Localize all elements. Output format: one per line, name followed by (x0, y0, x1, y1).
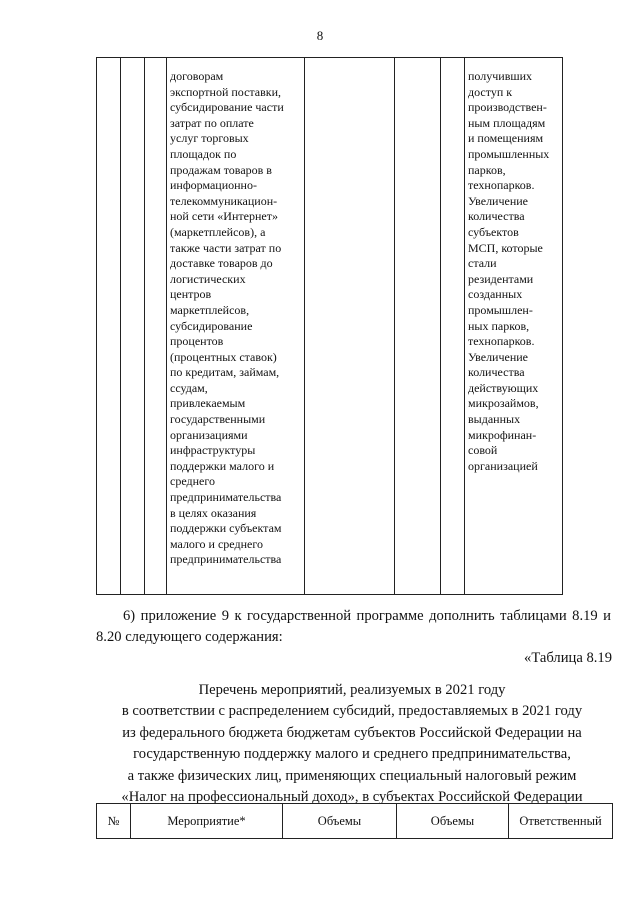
result-text: получивших доступ к производствен- ным площадям и помещениям промышленных парков, технопарков. Увеличение количества субъектов МСП, которые стали резидентами созданных промышлен- ных парков, технопарков. Увеличение количества действующих микрозаймов, выданных микрофинан- совой организацией (468, 69, 550, 473)
table-cell (121, 58, 145, 595)
heading-line: а также физических лиц, применяющих специальный налоговый режим (127, 767, 577, 784)
header-cell-measure: Мероприятие* (131, 804, 283, 839)
table-cell (145, 58, 167, 595)
header-cell-volumes: Объемы (283, 804, 397, 839)
heading-line: из федерального бюджета бюджетам субъектов Российской Федерации на (122, 724, 582, 741)
table-cell (305, 58, 395, 595)
table-cell (167, 58, 305, 595)
header-cell-responsible: Ответственный (509, 804, 613, 839)
table-cell (465, 58, 563, 595)
table-cell (395, 58, 441, 595)
table-row (97, 58, 563, 595)
table-row (97, 804, 613, 839)
new-table-header (96, 803, 613, 839)
page-number: 8 (316, 28, 324, 43)
table-cell (97, 58, 121, 595)
header-cell-number: № (97, 804, 131, 839)
heading-line: Перечень мероприятий, реализуемых в 2021 году (198, 682, 506, 698)
heading-line: в соответствии с распределением субсидий, предоставляемых в 2021 году (121, 703, 583, 720)
table-heading (92, 680, 612, 808)
measure-text: договорам экспортной поставки, субсидирование части затрат по оплате услуг торговых площадок по продажам товаров в информационно- телекоммуникацион- ной сети «Интернет» (маркетплейсов), а также части затрат по доставке товаров до логистических центров маркетплейсов, субсидирование процентов (процентных ставок) по кредитам, займам, ссудам, привлекаемым государственными организациями инфраструктуры поддержки малого и среднего предпринимательства в целях оказания поддержки субъектам малого и среднего предпринимательства (170, 69, 284, 567)
table-cell (441, 58, 465, 595)
heading-line: государственную поддержку малого и среднего предпринимательства, (133, 746, 571, 763)
continuation-table (96, 57, 563, 595)
heading-line: «Налог на профессиональный доход», в субъектах Российской Федерации (121, 789, 583, 806)
amendment-paragraph: 6) приложение 9 к государственной программе дополнить таблицами 8.19 и 8.20 следующего содержания: (96, 608, 611, 645)
header-cell-volumes: Объемы (397, 804, 509, 839)
table-label: «Таблица 8.19 (524, 650, 612, 666)
